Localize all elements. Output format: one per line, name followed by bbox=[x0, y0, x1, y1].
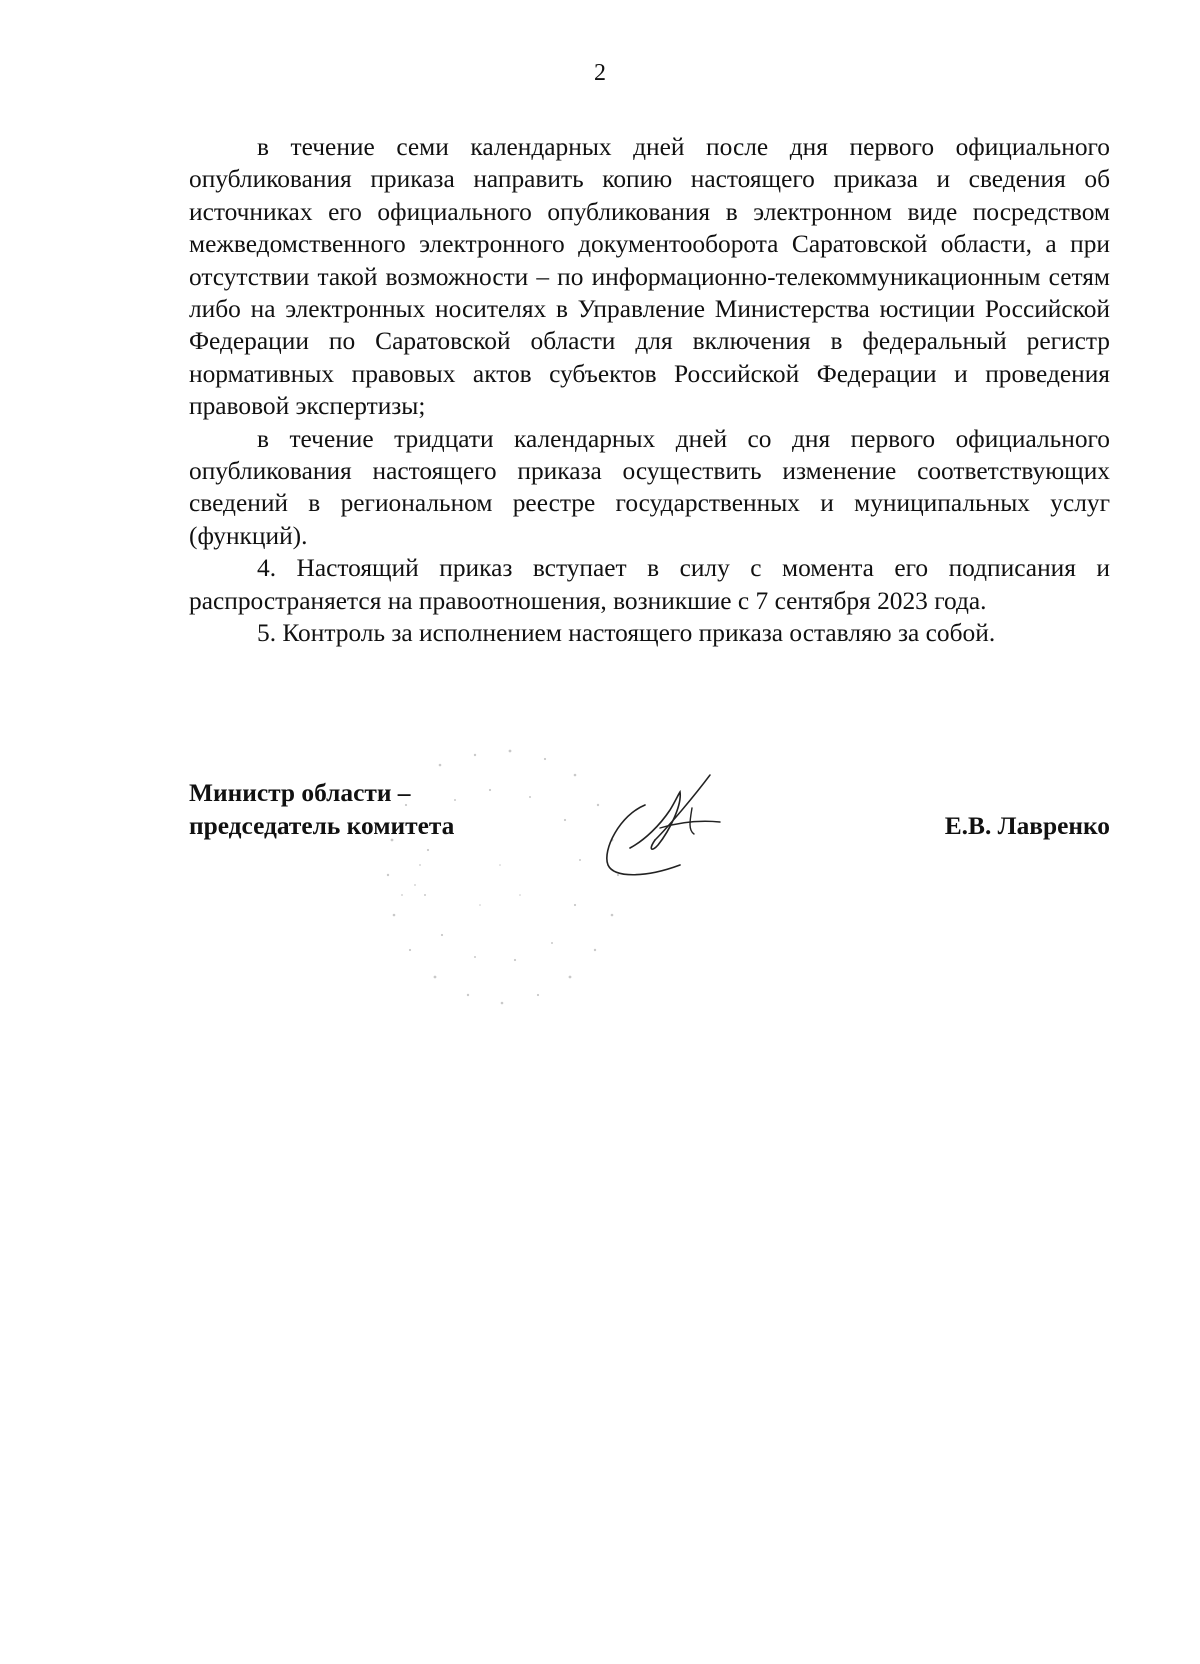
signature-mark bbox=[600, 770, 735, 885]
paragraph-effective-date: 4. Настоящий приказ вступает в силу с момента его подписания и распространяется на правоотношения, возникшие с 7 сентября 2023 года. bbox=[189, 554, 1110, 615]
signatory-title bbox=[189, 777, 454, 843]
paragraph-control: 5. Контроль за исполнением настоящего приказа оставляю за собой. bbox=[257, 619, 996, 648]
paragraph-publication-copy: в течение семи календарных дней после дня первого официального опубликования приказа направить копию настоящего приказа и сведения об источниках его официального опубликования в электронном виде посредством межведомственного электронного документооборота Саратовской области, а при отсутствии такой возможности – по информационно-телекоммуникационным сетям либо на электронных носителях в Управление Министерства юстиции Российской Федерации по Саратовской области для включения в федеральный регистр нормативных правовых актов субъектов Российской Федерации и проведения правовой экспертизы; bbox=[189, 133, 1110, 421]
document-body bbox=[189, 131, 1110, 650]
page-number: 2 bbox=[594, 60, 606, 86]
paragraph-registry-update: в течение тридцати календарных дней со дня первого официального опубликования настоящего приказа осуществить изменение соответствующих сведений в региональном реестре государственных и муниципальных услуг (функций). bbox=[189, 424, 1110, 550]
signatory-title-line-1: Министр области – bbox=[189, 779, 411, 807]
signatory-title-line-2: председатель комитета bbox=[189, 812, 455, 840]
signatory-name: Е.В. Лавренко bbox=[944, 812, 1110, 840]
